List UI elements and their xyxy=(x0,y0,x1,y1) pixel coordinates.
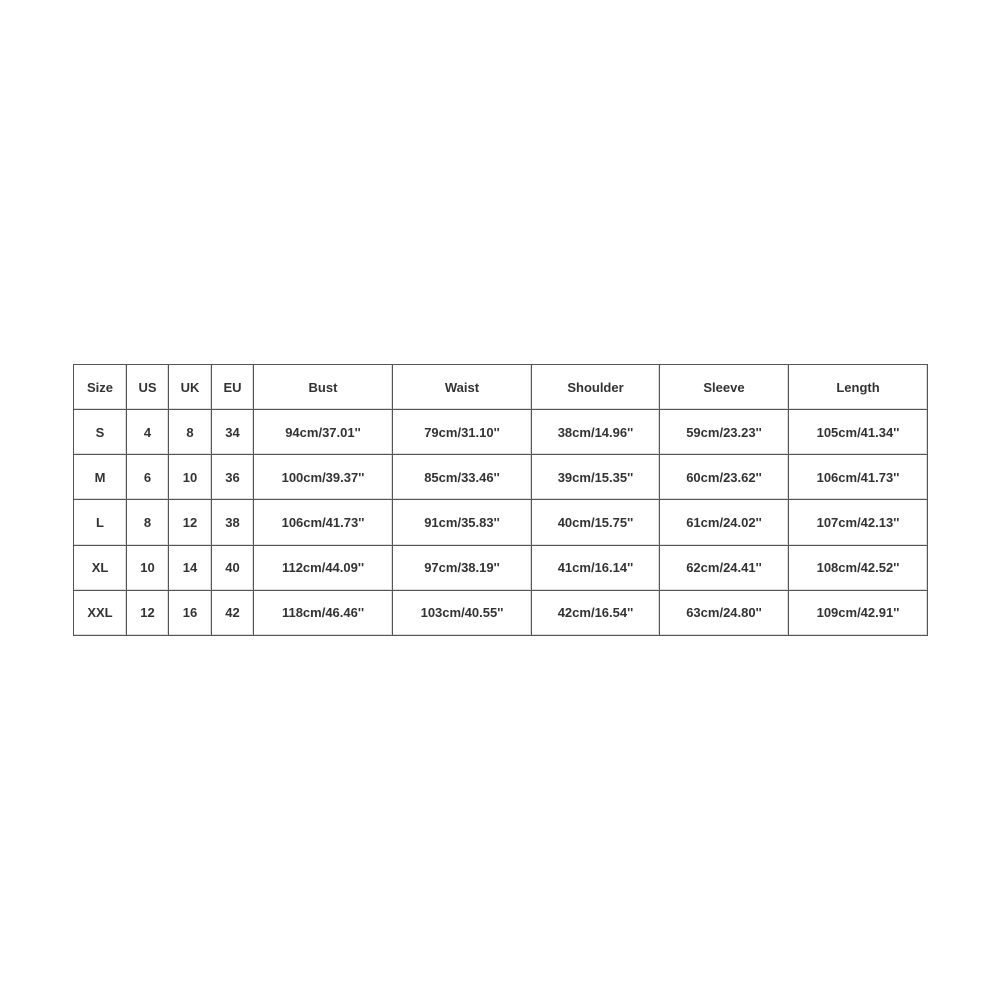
header-size: Size xyxy=(74,365,127,410)
cell-length: 108cm/42.52'' xyxy=(789,546,928,591)
cell-eu: 40 xyxy=(212,546,254,591)
cell-bust: 112cm/44.09'' xyxy=(254,546,393,591)
cell-us: 4 xyxy=(127,410,169,455)
header-sleeve: Sleeve xyxy=(660,365,789,410)
cell-size: M xyxy=(74,455,127,500)
cell-eu: 42 xyxy=(212,591,254,636)
cell-waist: 85cm/33.46'' xyxy=(393,455,532,500)
cell-uk: 16 xyxy=(169,591,212,636)
header-row xyxy=(74,365,928,410)
cell-bust: 118cm/46.46'' xyxy=(254,591,393,636)
cell-us: 12 xyxy=(127,591,169,636)
cell-waist: 97cm/38.19'' xyxy=(393,546,532,591)
cell-sleeve: 62cm/24.41'' xyxy=(660,546,789,591)
cell-eu: 36 xyxy=(212,455,254,500)
table-row xyxy=(74,500,928,545)
header-uk: UK xyxy=(169,365,212,410)
cell-uk: 10 xyxy=(169,455,212,500)
table-row xyxy=(74,410,928,455)
cell-us: 6 xyxy=(127,455,169,500)
cell-sleeve: 59cm/23.23'' xyxy=(660,410,789,455)
cell-length: 106cm/41.73'' xyxy=(789,455,928,500)
cell-bust: 94cm/37.01'' xyxy=(254,410,393,455)
cell-shoulder: 39cm/15.35'' xyxy=(532,455,660,500)
header-eu: EU xyxy=(212,365,254,410)
cell-size: XXL xyxy=(74,591,127,636)
table-row xyxy=(74,591,928,636)
cell-waist: 79cm/31.10'' xyxy=(393,410,532,455)
cell-waist: 91cm/35.83'' xyxy=(393,500,532,545)
cell-shoulder: 40cm/15.75'' xyxy=(532,500,660,545)
cell-eu: 34 xyxy=(212,410,254,455)
cell-sleeve: 61cm/24.02'' xyxy=(660,500,789,545)
cell-shoulder: 42cm/16.54'' xyxy=(532,591,660,636)
header-us: US xyxy=(127,365,169,410)
cell-sleeve: 63cm/24.80'' xyxy=(660,591,789,636)
cell-size: S xyxy=(74,410,127,455)
cell-length: 109cm/42.91'' xyxy=(789,591,928,636)
cell-uk: 14 xyxy=(169,546,212,591)
cell-eu: 38 xyxy=(212,500,254,545)
cell-us: 10 xyxy=(127,546,169,591)
header-length: Length xyxy=(789,365,928,410)
cell-waist: 103cm/40.55'' xyxy=(393,591,532,636)
cell-size: XL xyxy=(74,546,127,591)
cell-us: 8 xyxy=(127,500,169,545)
header-waist: Waist xyxy=(393,365,532,410)
cell-uk: 12 xyxy=(169,500,212,545)
cell-sleeve: 60cm/23.62'' xyxy=(660,455,789,500)
cell-shoulder: 41cm/16.14'' xyxy=(532,546,660,591)
cell-length: 107cm/42.13'' xyxy=(789,500,928,545)
cell-length: 105cm/41.34'' xyxy=(789,410,928,455)
table-row xyxy=(74,455,928,500)
header-shoulder: Shoulder xyxy=(532,365,660,410)
cell-uk: 8 xyxy=(169,410,212,455)
header-bust: Bust xyxy=(254,365,393,410)
table-row xyxy=(74,546,928,591)
cell-bust: 106cm/41.73'' xyxy=(254,500,393,545)
cell-size: L xyxy=(74,500,127,545)
size-chart-table xyxy=(73,364,928,636)
cell-shoulder: 38cm/14.96'' xyxy=(532,410,660,455)
cell-bust: 100cm/39.37'' xyxy=(254,455,393,500)
